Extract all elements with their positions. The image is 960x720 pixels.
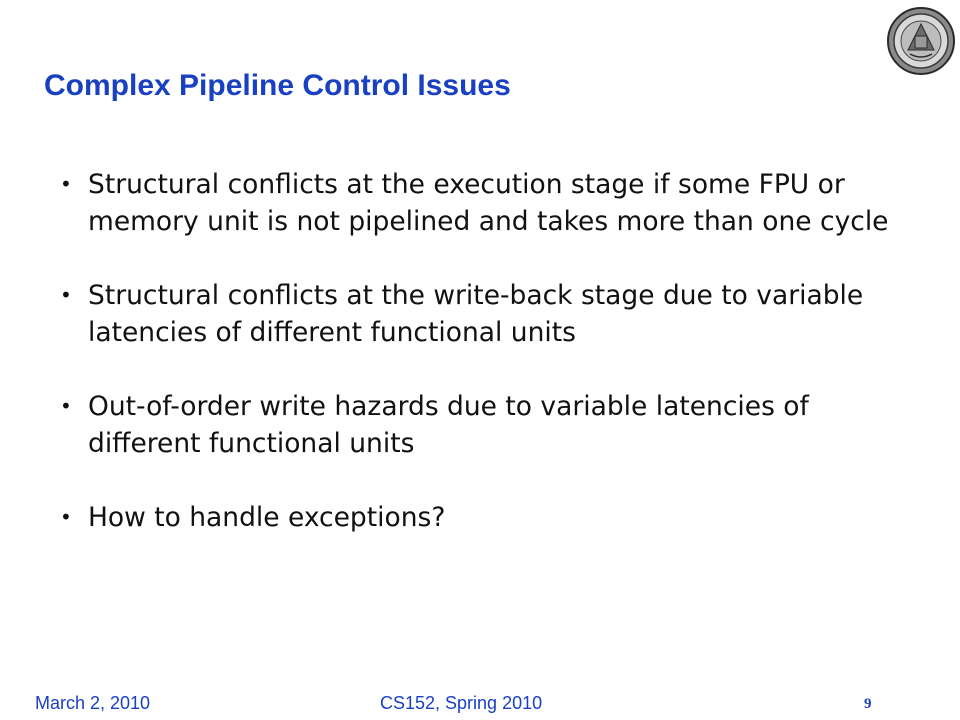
bullet-item xyxy=(58,388,918,462)
slide-title: Complex Pipeline Control Issues xyxy=(44,69,511,102)
bullet-item xyxy=(58,277,918,351)
footer-date: March 2, 2010 xyxy=(35,693,151,713)
bullet-text: Structural conflicts at the execution stage if some FPU or memory unit is not pipelined and takes more than one cycle xyxy=(88,169,889,237)
bullet-dot: • xyxy=(60,505,72,529)
bullet-dot: • xyxy=(60,394,72,418)
bullet-text: Out-of-order write hazards due to variable latencies of different functional units xyxy=(88,391,809,459)
bullet-item xyxy=(58,166,918,240)
bullet-dot: • xyxy=(60,283,72,307)
bullet-text: How to handle exceptions? xyxy=(88,502,446,533)
page-number: 9 xyxy=(864,696,872,712)
bullet-text: Structural conflicts at the write-back stage due to variable latencies of different functional units xyxy=(88,280,864,348)
bullet-list xyxy=(58,166,918,536)
footer-course: CS152, Spring 2010 xyxy=(380,693,543,713)
bullet-item xyxy=(58,499,918,536)
university-seal-icon xyxy=(886,6,956,76)
bullet-dot: • xyxy=(60,172,72,196)
